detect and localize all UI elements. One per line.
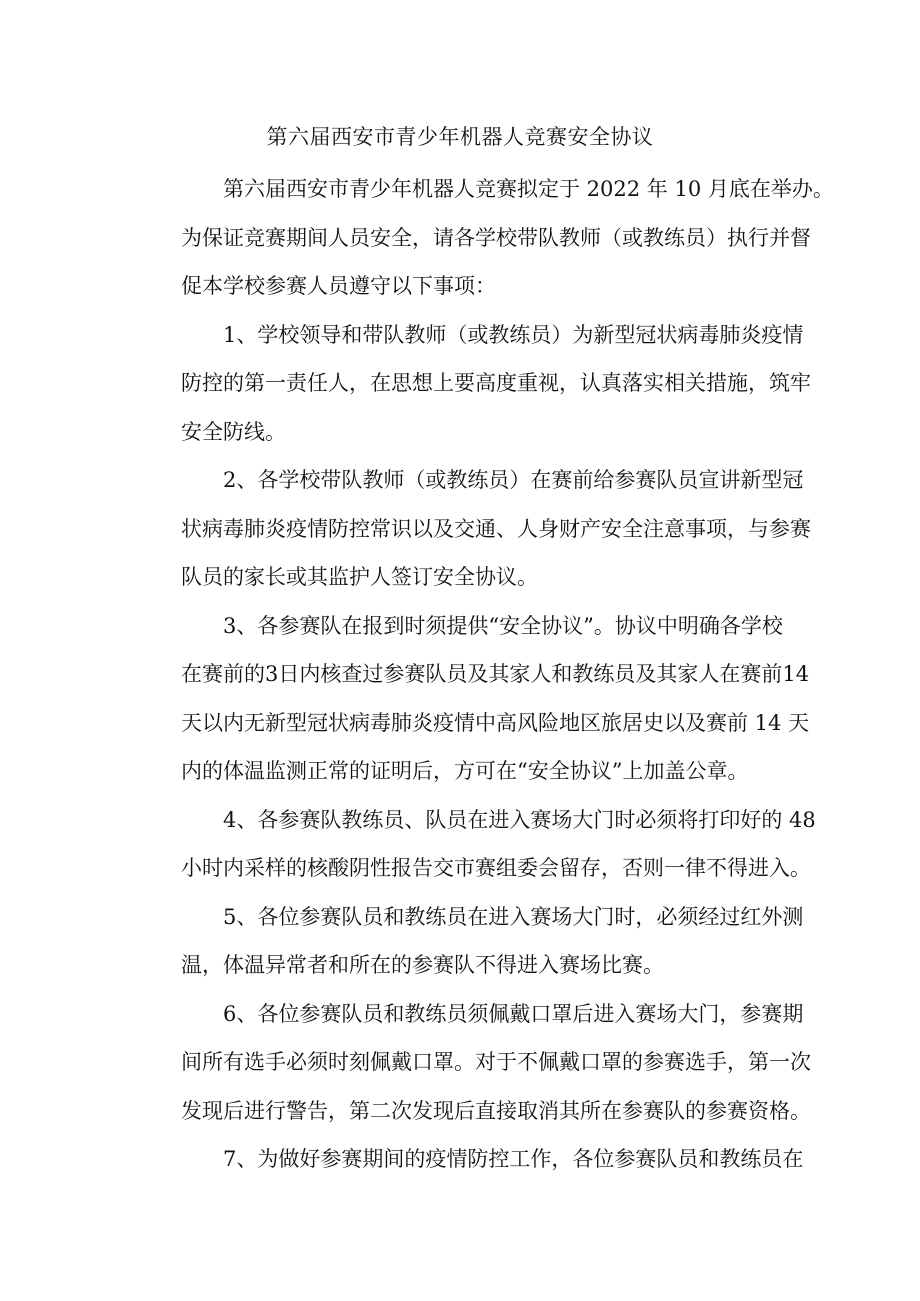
paragraph-item-7 bbox=[139, 1135, 804, 1184]
paragraph-intro bbox=[139, 165, 834, 311]
paragraph-item-5 bbox=[139, 893, 804, 990]
text-line: 促本学校参赛人员遵守以下事项： bbox=[181, 274, 496, 298]
text-line: 防控的第一责任人，在思想上要高度重视，认真落实相关措施，筑牢 bbox=[181, 371, 811, 395]
text-line: 发现后进行警告，第二次发现后直接取消其所在参赛队的参赛资格。 bbox=[181, 1098, 811, 1123]
text-line: 在赛前的3日内核查过参赛队员及其家人和教练员及其家人在赛前14 bbox=[181, 662, 810, 686]
text-line: 2、各学校带队教师（或教练员）在赛前给参赛队员宣讲新型冠 bbox=[223, 468, 804, 492]
text-line: 状病毒肺炎疫情防控常识以及交通、人身财产安全注意事项，与参赛 bbox=[181, 516, 811, 541]
text-line: 内的体温监测正常的证明后，方可在“安全协议”上加盖公章。 bbox=[181, 759, 749, 783]
paragraph-item-6 bbox=[139, 990, 811, 1136]
paragraph-item-4 bbox=[139, 796, 816, 893]
text-line: 第六届西安市青少年机器人竞赛拟定于 2022 年 10 月底在举办。 bbox=[223, 177, 834, 201]
text-line: 为保证竞赛期间人员安全，请各学校带队教师（或教练员）执行并督 bbox=[181, 225, 811, 250]
text-line: 温，体温异常者和所在的参赛队不得进入赛场比赛。 bbox=[181, 953, 664, 977]
paragraph-item-1 bbox=[139, 311, 811, 457]
text-line: 队员的家长或其监护人签订安全协议。 bbox=[181, 565, 538, 589]
text-line: 5、各位参赛队员和教练员在进入赛场大门时，必须经过红外测 bbox=[223, 904, 804, 929]
document-title: 第六届西安市青少年机器人竞赛安全协议 bbox=[266, 125, 654, 149]
paragraph-item-2 bbox=[139, 456, 811, 602]
text-line: 间所有选手必须时刻佩戴口罩。对于不佩戴口罩的参赛选手，第一次 bbox=[181, 1050, 811, 1074]
text-line: 小时内采样的核酸阴性报告交市赛组委会留存，否则一律不得进入。 bbox=[181, 856, 811, 880]
text-line: 6、各位参赛队员和教练员须佩戴口罩后进入赛场大门，参赛期 bbox=[223, 1001, 804, 1026]
text-line: 3、各参赛队在报到时须提供“安全协议”。协议中明确各学校 bbox=[223, 613, 783, 638]
text-line: 7、为做好参赛期间的疫情防控工作，各位参赛队员和教练员在 bbox=[223, 1147, 804, 1171]
paragraph-item-3 bbox=[139, 602, 810, 796]
text-line: 4、各参赛队教练员、队员在进入赛场大门时必须将打印好的 48 bbox=[223, 807, 816, 832]
text-line: 天以内无新型冠状病毒肺炎疫情中高风险地区旅居史以及赛前 14 天 bbox=[181, 710, 810, 735]
text-line: 1、学校领导和带队教师（或教练员）为新型冠状病毒肺炎疫情 bbox=[223, 322, 804, 347]
document-body bbox=[139, 165, 834, 1184]
text-line: 安全防线。 bbox=[181, 419, 286, 444]
